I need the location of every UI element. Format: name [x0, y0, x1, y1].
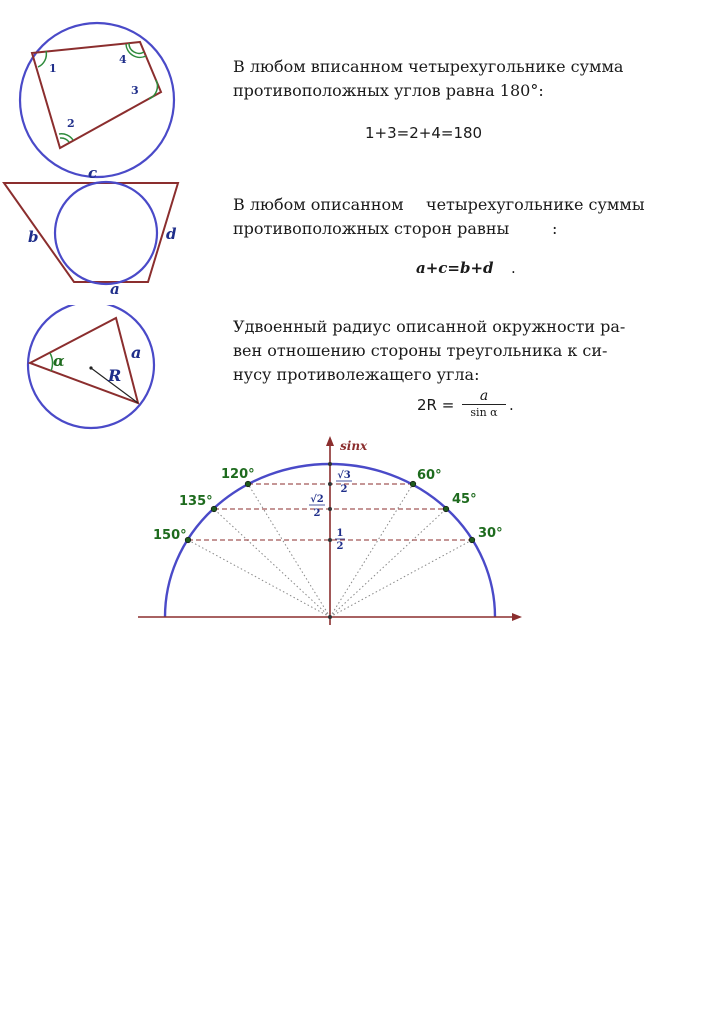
sqrt2-den: 2 [313, 508, 321, 519]
angle-label-4: 4 [119, 53, 127, 66]
angle-arc-1 [38, 51, 46, 67]
section1-line2: противоположных углов равна 180°: [233, 81, 544, 100]
section2-line1-a: В любом описанном [233, 195, 404, 214]
sqrt3-den: 2 [340, 484, 348, 495]
angle-label-150: 150° [153, 528, 187, 543]
angle-label-45: 45° [452, 492, 477, 507]
section1-formula: 1+3=2+4=180 [365, 124, 483, 142]
angle-label-120: 120° [221, 467, 255, 482]
point-60 [410, 481, 416, 487]
origin-point [328, 615, 332, 619]
sqrt3-num: √3 [337, 470, 351, 481]
formula-fraction [462, 388, 506, 420]
section2-line2-b: : [552, 219, 558, 238]
side-label-a-triangle: a [131, 343, 142, 362]
x-axis-arrow [512, 613, 522, 621]
side-label-a: a [110, 280, 120, 295]
axis-point-sqrt3 [328, 482, 332, 486]
sqrt2-num: √2 [310, 494, 324, 505]
angle-label-1: 1 [49, 62, 57, 75]
inscribed-circle [55, 182, 157, 284]
angle-label-60: 60° [417, 468, 442, 483]
section3-line3: нусу противолежащего угла: [233, 365, 480, 384]
section2-formula-tail: . [511, 259, 516, 277]
circumscribed-trapezoid-figure [0, 165, 195, 295]
angle-label-3: 3 [131, 84, 139, 97]
half-num: 1 [336, 528, 344, 539]
value-label-sqrt3 [336, 469, 352, 495]
sinx-axis-label: sinx [340, 439, 368, 453]
formula-denominator: sin α [470, 406, 498, 419]
angle-label-2: 2 [67, 117, 75, 130]
section2-line1-b: четырехугольнике суммы [426, 195, 645, 214]
axis-point-half [328, 538, 332, 542]
radius-label-R: R [108, 366, 122, 385]
axis-point-sqrt2 [328, 507, 332, 511]
point-30 [469, 537, 475, 543]
half-den: 2 [336, 541, 344, 552]
side-label-d: d [166, 225, 177, 243]
formula-tail: . [509, 396, 514, 414]
point-45 [443, 506, 449, 512]
law-of-sines-figure [20, 305, 165, 430]
formula-numerator: a [462, 388, 506, 405]
angle-arc-2b [60, 138, 69, 142]
unit-half-circle-figure [130, 430, 530, 630]
axis-point-top [328, 462, 332, 466]
alpha-label: α [53, 352, 65, 370]
side-label-c: c [88, 165, 98, 182]
section1-line1: В любом вписанном четырехугольнике сумма [233, 57, 624, 76]
inscribed-quadrilateral-figure [15, 20, 185, 185]
angle-label-135: 135° [179, 494, 213, 509]
section2-formula: a+c=b+d [416, 259, 494, 277]
angle-label-30: 30° [478, 526, 503, 541]
y-axis-arrow [326, 436, 334, 446]
center-point [89, 366, 92, 369]
section3-line2: вен отношению стороны треугольника к си- [233, 341, 608, 360]
formula-left: 2R = [417, 396, 455, 414]
section3-line1: Удвоенный радиус описанной окружности ра- [233, 317, 626, 336]
point-120 [245, 481, 251, 487]
side-label-b: b [28, 228, 39, 246]
section2-line2-a: противоположных сторон равны [233, 219, 510, 238]
value-label-sqrt2 [309, 493, 325, 519]
